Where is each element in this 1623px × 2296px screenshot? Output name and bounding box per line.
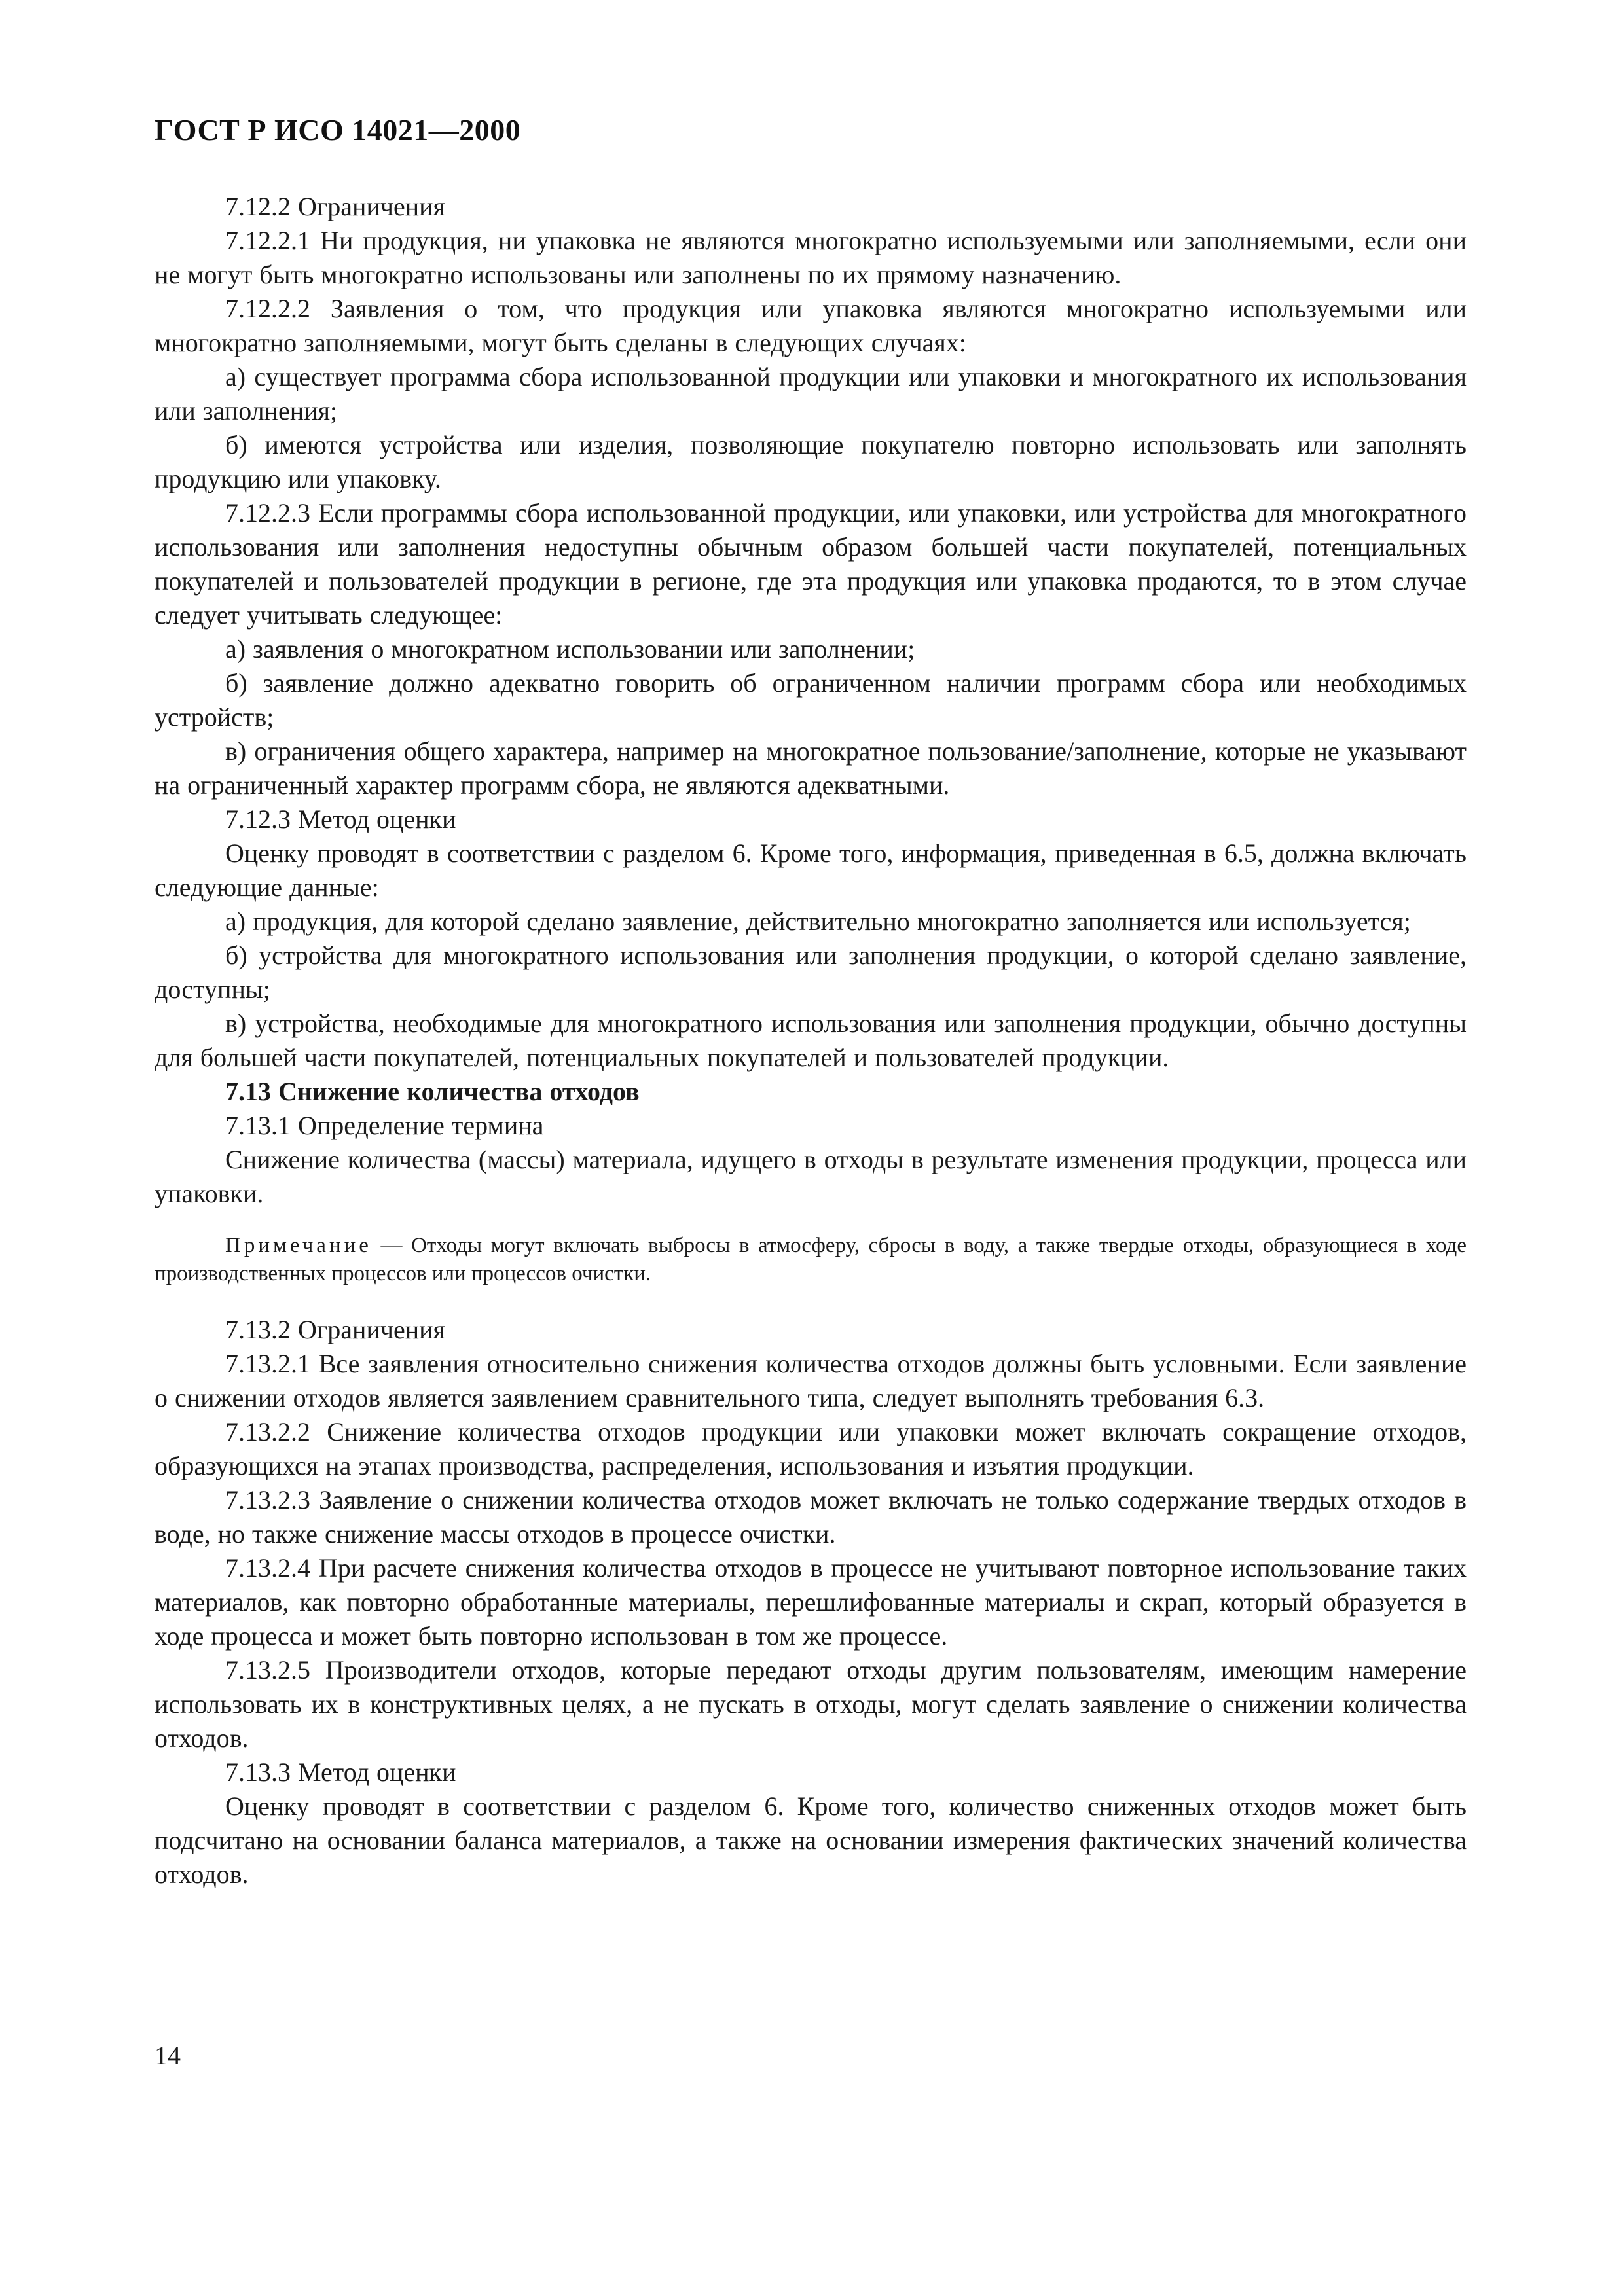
note [155, 1232, 1467, 1288]
subsection-title: 7.13.2 Ограничения [225, 1315, 445, 1344]
list-item: в) устройства, необходимые для многократного использования или заполнения продукции, обычно доступны для большей части покупателей, потенциальных покупателей и пользователей продукции. [155, 1009, 1467, 1072]
paragraph: Оценку проводят в соответствии с разделом 6. Кроме того, информация, приведенная в 6.5, должна включать следующие данные: [155, 838, 1467, 902]
paragraph: 7.12.2.3 Если программы сбора использованной продукции, или упаковки, или устройства для многократного использования или заполнения недоступны обычным образом большей части покупателей, потенциальных покупателей и пользователей продукции в регионе, где эта продукция или упаковка продаются, то в этом случае следует учитывать следующее: [155, 498, 1467, 630]
note-label: Примечание [225, 1234, 372, 1257]
paragraph: 7.12.2.2 Заявления о том, что продукция или упаковка являются многократно используемыми или многократно заполняемыми, могут быть сделаны в следующих случаях: [155, 294, 1467, 357]
paragraph: 7.13.2.1 Все заявления относительно снижения количества отходов должны быть условными. Если заявление о снижении отходов является заявлением сравнительного типа, следует выполнять требования 6.3. [155, 1349, 1467, 1412]
subsection-title: 7.12.2 Ограничения [225, 192, 445, 221]
subsection-title: 7.13.1 Определение термина [225, 1111, 544, 1140]
paragraph: Снижение количества (массы) материала, идущего в отходы в результате изменения продукции, процесса или упаковки. [155, 1145, 1467, 1208]
note-text: — Отходы могут включать выбросы в атмосферу, сбросы в воду, а также твердые отходы, образующиеся в ходе производственных процессов или процессов очистки. [155, 1234, 1467, 1285]
paragraph: 7.13.2.5 Производители отходов, которые передают отходы другим пользователям, имеющим намерение использовать их в конструктивных целях, а не пускать в отходы, могут сделать заявление о снижении количества отходов. [155, 1655, 1467, 1753]
paragraph: 7.13.2.4 При расчете снижения количества отходов в процессе не учитывают повторное использование таких материалов, как повторно обработанные материалы, перешлифованные материалы и скрап, который образуется в ходе процесса и может быть повторно использован в том же процессе. [155, 1553, 1467, 1651]
section-heading: 7.13 Снижение количества отходов [225, 1077, 640, 1106]
document-body [155, 190, 1467, 1892]
list-item: а) заявления о многократном использовании или заполнении; [225, 634, 915, 664]
list-item: а) продукция, для которой сделано заявление, действительно многократно заполняется или используется; [225, 906, 1411, 936]
list-item: б) устройства для многократного использования или заполнения продукции, о которой сделано заявление, доступны; [155, 941, 1467, 1004]
paragraph: 7.12.2.1 Ни продукция, ни упаковка не являются многократно используемыми или заполняемыми, если они не могут быть многократно использованы или заполнены по их прямому назначению. [155, 226, 1467, 289]
paragraph: 7.13.2.2 Снижение количества отходов продукции или упаковки может включать сокращение отходов, образующихся на этапах производства, распределения, использования и изъятия продукции. [155, 1417, 1467, 1480]
list-item: б) имеются устройства или изделия, позволяющие покупателю повторно использовать или заполнять продукцию или упаковку. [155, 430, 1467, 493]
subsection-title: 7.13.3 Метод оценки [225, 1757, 456, 1787]
document-header: ГОСТ Р ИСО 14021—2000 [155, 113, 521, 147]
subsection-title: 7.12.3 Метод оценки [225, 804, 456, 834]
paragraph: 7.13.2.3 Заявление о снижении количества отходов может включать не только содержание твердых отходов в воде, но также снижение массы отходов в процессе очистки. [155, 1485, 1467, 1549]
page-number: 14 [155, 2041, 181, 2070]
list-item: а) существует программа сбора использованной продукции или упаковки и многократного их использования или заполнения; [155, 362, 1467, 425]
paragraph: Оценку проводят в соответствии с разделом 6. Кроме того, количество сниженных отходов может быть подсчитано на основании баланса материалов, а также на основании измерения фактических значений количества отходов. [155, 1791, 1467, 1889]
list-item: б) заявление должно адекватно говорить об ограниченном наличии программ сбора или необходимых устройств; [155, 668, 1467, 732]
list-item: в) ограничения общего характера, например на многократное пользование/заполнение, которые не указывают на ограниченный характер программ сбора, не являются адекватными. [155, 736, 1467, 800]
